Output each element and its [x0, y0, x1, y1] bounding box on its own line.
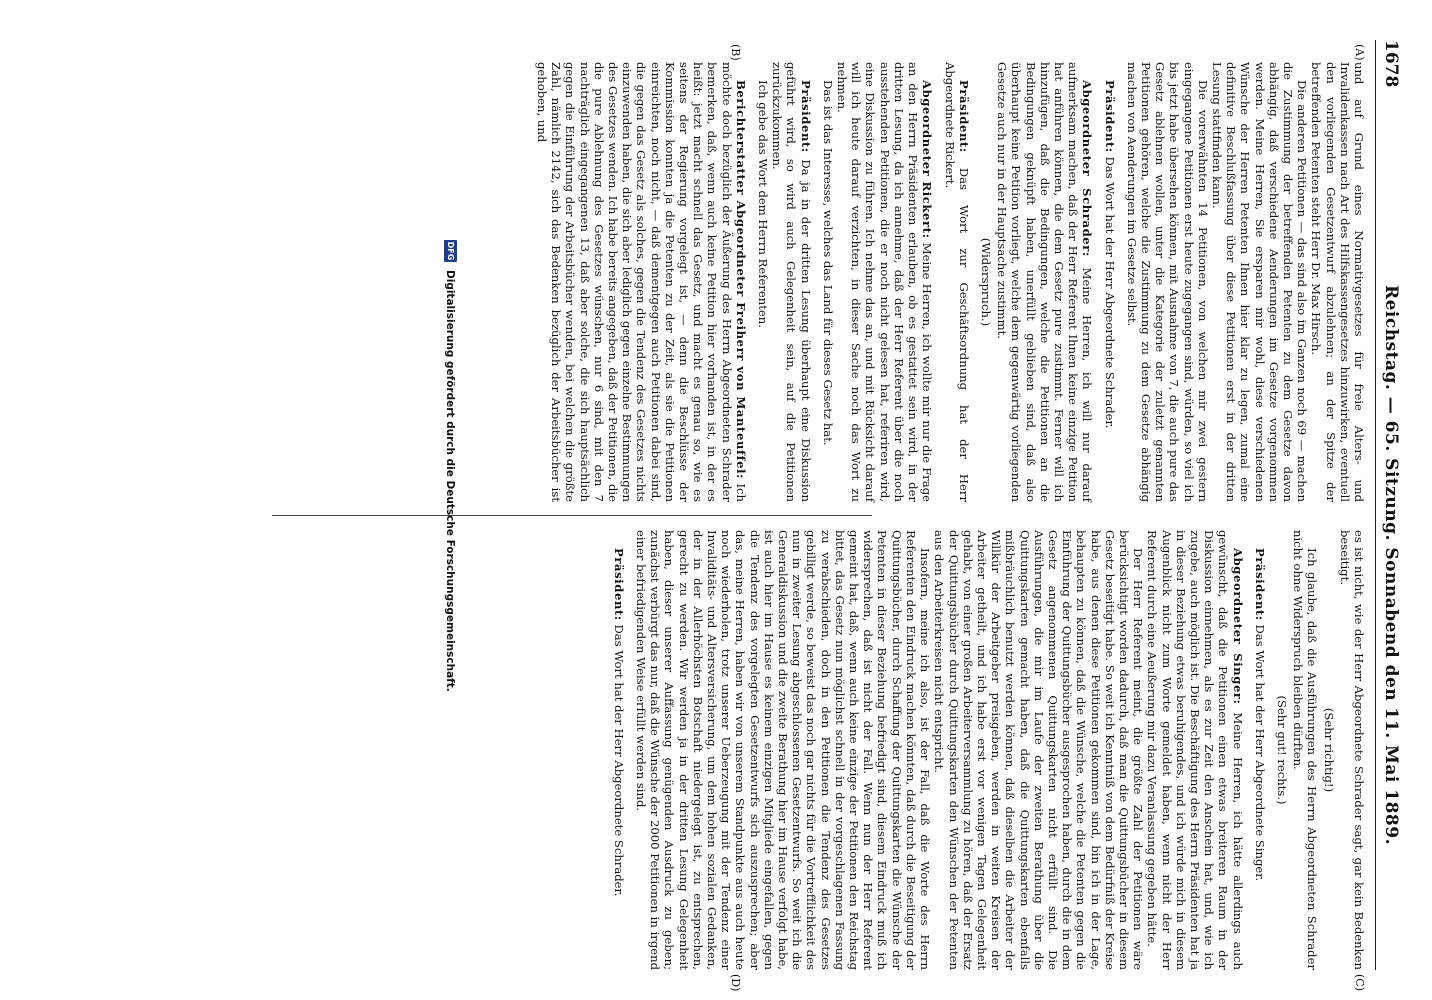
paragraph-text: Ich möchte doch bezüglich der Äußerung des Herrn Abgeordneten Schrader bemerken, daß, wenn auch keine Petition hier vorhanden ist, in der es heißt: jetzt macht schnell das Gesetz, und macht es genau so, wie es seitens der Regierung vorgelegt ist, — denn die Beschlüsse der Kommission konnten ja die Petenten zu der Zeit, als sie die Petitionen einreichten, noch nicht, — daß dementgegen auch Petitionen dabei sind, die gegen das Gesetz als solches, gegen die Tendenz des Gesetzes nichts einzuwenden haben, die sich aber lediglich gegen einzelne Bestimmungen des Gesetzes wenden. Ich habe bereits angegeben, daß der Petitionen, die die pure Ablehnung des Gesetzes wünschen, nur 6 sind, mit den 7 nachträglich eingegangenen 13, daß aber solche, die sich hauptsächlich gegen die Einführung der Arbeitsbücher wenden, bei welchen die größte Zahl, nämlich 2142, sich das Bedenken bezüglich der Arbeitsbücher ist gehoben, und [535, 62, 748, 502]
paragraph [770, 62, 813, 502]
speaker-name: Präsident: [1102, 80, 1117, 153]
margin-marker-d: (D) [729, 974, 742, 992]
paragraph-text: (Sehr richtig!) [1321, 707, 1336, 793]
paragraph-text: Der Herr Referent meint, die größte Zahl der Petitionen wäre berücksichtigt worden dadurch, daß man die Quittungsbücher in diesem Gesetz beseitigt habe. So weit ich Kenntniß von dem Bedürfniß der Kreise habe, aus denen diese Petitionen gekommen sind, bin ich in der Lage, behaupten zu können, daß die Wünsche, welche die Petenten gegen die Einführung der Quittungsbücher ausgesprochen haben, durch die in dem Gesetz angenommenen Quittungskarten nicht erfüllt sind. Die Ausführungen, die mir im Laufe der zweiten Berathung über die Quittungskarten gemacht haben, daß die Quittungskarten ebenfalls mißbräuchlich benutzt werden können, daß dieselben die Arbeiter der Willkür der Arbeitgeber preisgeben, werden in weiten Kreisen der Arbeiter getheilt, und ich habe erst vor wenigen Tagen Gelegenheit gehabt, von einer großen Arbeiterversammlung zu hören, daß der Ersatz der Quittungsbücher durch Quittungskarten den Wünschen der Petenten aus den Arbeiterkreisen nicht entspricht. [932, 530, 1146, 970]
margin-marker-c: (C) [1353, 974, 1366, 991]
margin-marker-a: (A) [1353, 44, 1366, 61]
speaker-name: Präsident: [1252, 548, 1267, 621]
paragraph-text: Die vorerwähnten 14 Petitionen, von welchen mir zwei gestern eingegangene Petitionen erst heute zugegangen sind, würden, so viel ich bis jetzt habe übersehen können, mit Ausnahme von 7, die auch pure das Gesetz ablehnen wollen, unter die Kategorie der zuletzt genannten Petitionen gehören, welche die Zustimmung zu dem Gesetze abhängig machen von Aenderungen im Gesetze selbst. [1124, 62, 1210, 502]
paragraph [835, 62, 934, 502]
paragraph [535, 62, 748, 502]
paragraph [821, 62, 835, 502]
paragraph-text: Das Wort hat der Herr Abgeordnete Schrader. [611, 620, 626, 897]
paragraph-text: Ich gebe das Wort dem Herrn Referenten. [756, 80, 771, 328]
paragraph-text: es ist nicht, wie der Herr Abgeordnete Schrader sagt, gar kein Bedenken beseitigt. [1337, 530, 1366, 970]
right-column [612, 530, 1366, 970]
speaker-name: Präsident: [798, 80, 813, 153]
paragraph [1145, 530, 1244, 970]
speaker-name: Abgeordneter Schrader: [1080, 80, 1095, 257]
paragraph-text: Das Wort zur Geschäftsordnung hat der Herr Abgeordnete Rickert. [942, 62, 971, 502]
paragraph [612, 530, 626, 970]
paragraph [1253, 530, 1267, 970]
paragraph [932, 530, 1145, 970]
paragraph [995, 62, 1094, 502]
paragraph [756, 62, 770, 502]
page-header [1378, 40, 1404, 970]
speaker-name: Abgeordneter Rickert: [920, 80, 935, 239]
paragraph [942, 62, 970, 502]
paragraph [1210, 62, 1309, 502]
column-divider [272, 515, 872, 516]
speaker-name: Präsident: [611, 548, 626, 621]
paragraph-text: Da ja in der dritten Lesung überhaupt eine Diskussion geführt wird, so wird auch Gelegenheit sein, auf die Petitionen zurückzukommen. [770, 62, 813, 502]
speaker-name: Berichterstatter Abgeordneter Freiherr von Manteuffel: [733, 80, 748, 480]
margin-marker-b: (B) [729, 44, 742, 61]
dfg-logo: DFG [446, 241, 455, 261]
header-rule [1375, 40, 1376, 970]
paragraph [634, 530, 932, 970]
paragraph [1291, 530, 1319, 970]
paragraph-text: Das ist das Interesse, welches das Land für dieses Gesetz hat. [820, 80, 835, 446]
paragraph [979, 62, 993, 502]
paragraph [1321, 530, 1335, 970]
left-column [535, 62, 1366, 502]
paragraph [1102, 62, 1116, 502]
paragraph-text: Das Wort hat der Herr Abgeordnete Singer. [1252, 620, 1267, 882]
paragraph [1275, 530, 1289, 970]
paragraph [1309, 62, 1366, 502]
speaker-name: Abgeordneter Singer: [1230, 548, 1245, 705]
digitization-footer [444, 240, 457, 1000]
paragraph-text: (Sehr gut! rechts.) [1274, 695, 1289, 805]
paragraph-text: Die anderen Petitionen — das sind also im Ganzen noch 69 — machen die Zustimmung der betreffenden Petenten zu dem Gesetze davon abhängig, daß verschiedene Aenderungen im Gesetze vorgenommen werden. Meine Herren, Sie ersparen mir wohl, diese verschiedenen Wünsche der Herren Petenten Ihnen hier klar zu legen, zumal eine definitive Beschlußfassung über diese Petitionen erst in der dritten Lesung stattfinden kann. [1209, 62, 1310, 502]
paragraph-text: Das Wort hat der Herr Abgeordnete Schrader. [1102, 152, 1117, 429]
paragraph-text: Ich glaube, daß die Ausführungen des Herrn Abgeordneten Schrader nicht ohne Widerspruch bleiben dürften. [1291, 530, 1320, 970]
speaker-name: Präsident: [956, 80, 971, 153]
paragraph-text: Meine Herren, ich wollte mir nur die Frage an den Herrn Präsidenten erlauben, ob es gestattet sein wird, in der dritten Lesung, da ich annehme, daß der Herr Referent über die noch ausstehenden Petitionen, die er noch nicht gelesen hat, referiren wird, eine Diskussion zu führen. Ich nehme das an, und mit Rücksicht darauf will ich heute darauf verzichten, in dieser Sache noch das Wort zu nehmen. [835, 62, 935, 502]
paragraph-text: und auf Grund eines Normativgesetzes für freie Alters- und Invalidenkassen nach Art des Hilfskassengesetzes hinzuwirken, eventuell den vorliegenden Gesetzentwurf abzulehnen; an der Spitze der betreffenden Petenten steht Herr Dr. Max Hirsch. [1309, 62, 1366, 502]
paragraph [1338, 530, 1366, 970]
digitization-note: Digitalisierung gefördert durch die Deutsche Forschungsgemeinschaft. [444, 270, 457, 692]
paragraph-text: Meine Herren, ich hätte allerdings auch gewünscht, daß die Petitionen einen etwas breiteren Raum in der Diskussion einnehmen, als es zur Zeit den Anschein hat, und, wie ich zugebe, auch möglich ist. Die Beschäftigung des Herrn Präsidenten hat ja in dieser Beziehung etwas beruhigendes, und ich würde mich in diesem Augenblick nicht zum Worte gemeldet haben, wenn nicht der Herr Referent durch eine Aeußerung mir dazu Veranlassung gegeben hätte. [1145, 530, 1245, 971]
paragraph [1125, 62, 1210, 502]
paragraph-text: (Widerspruch.) [978, 237, 993, 327]
paragraph-text: Meine Herren, ich will nur darauf aufmerksam machen, daß der Herr Referent Ihnen keine einzige Petition hat anführen können, die dem Gesetz pure zustimmt. Ferner will ich hinzufügen, daß die Bedingungen, welche die Petitionen an die Bedingungen geknüpft haben, unerfüllt geblieben sind, daß also überhaupt keine Petition vorliegt, welche dem gegenwärtig vorliegenden Gesetze auch nur in der Hauptsache zustimmt. [995, 62, 1095, 502]
paragraph-text: Insofern, meine ich also, ist der Fall, daß die Worte des Herrn Referenten den Eindruck machen könnten, daß durch die Beseitigung der Quittungsbücher, durch Schaffung der Quittungskarten die Wünsche der Petenten in dieser Beziehung befriedigt sind, diesem Eindruck muß ich widersprechen, daß ist nicht der Fall. Wenn nun der Herr Referent gemeint hat, daß, wenn auch keine einzige der Petitionen den Reichstag bittet, das Gesetz nun möglichst schnell in der vorgeschlagenen Fassung zu verabschieden, doch in den Petitionen die Tendenz des Gesetzes gebilligt werde, so beweist das noch gar nichts für die Vortrefflichkeit des nun in zweiter Lesung abgeschlossenen Gesetzentwurfs. So weit ich die Generaldiskussion und die zweite Berathung hier im Hause verfolgt habe, ist auch hier im Hause es keinem einzigen Mitgliede eingefallen, gegen die Tendenz des vorgelegten Gesetzentwurfs sich auszusprechen; aber das, meine Herren, haben wir von unserem Standpunkte aus auch heute noch wiederholen, trotz unserer Ueberzeugung mit der Tendenz einer Invaliditäts- und Altersversicherung, um dem hohen sozialen Gedanken, der in der Allerhöchsten Botschaft niedergelegt ist, zu entsprechen, gerecht zu werden. Wir werden ja in der dritten Lesung Gelegenheit haben, dieser unserer Auffassung genügenden Ausdruck zu geben; zunächst verbürgt das nur, daß die Wünsche der 2000 Petitionen in irgend einer befriedigenden Weise erfüllt werden sind. [634, 530, 933, 970]
running-title: Reichstag. — 65. Sitzung. Sonnabend den 11. Mai 1889. [1381, 284, 1401, 845]
page-number: 1678 [1381, 40, 1401, 88]
